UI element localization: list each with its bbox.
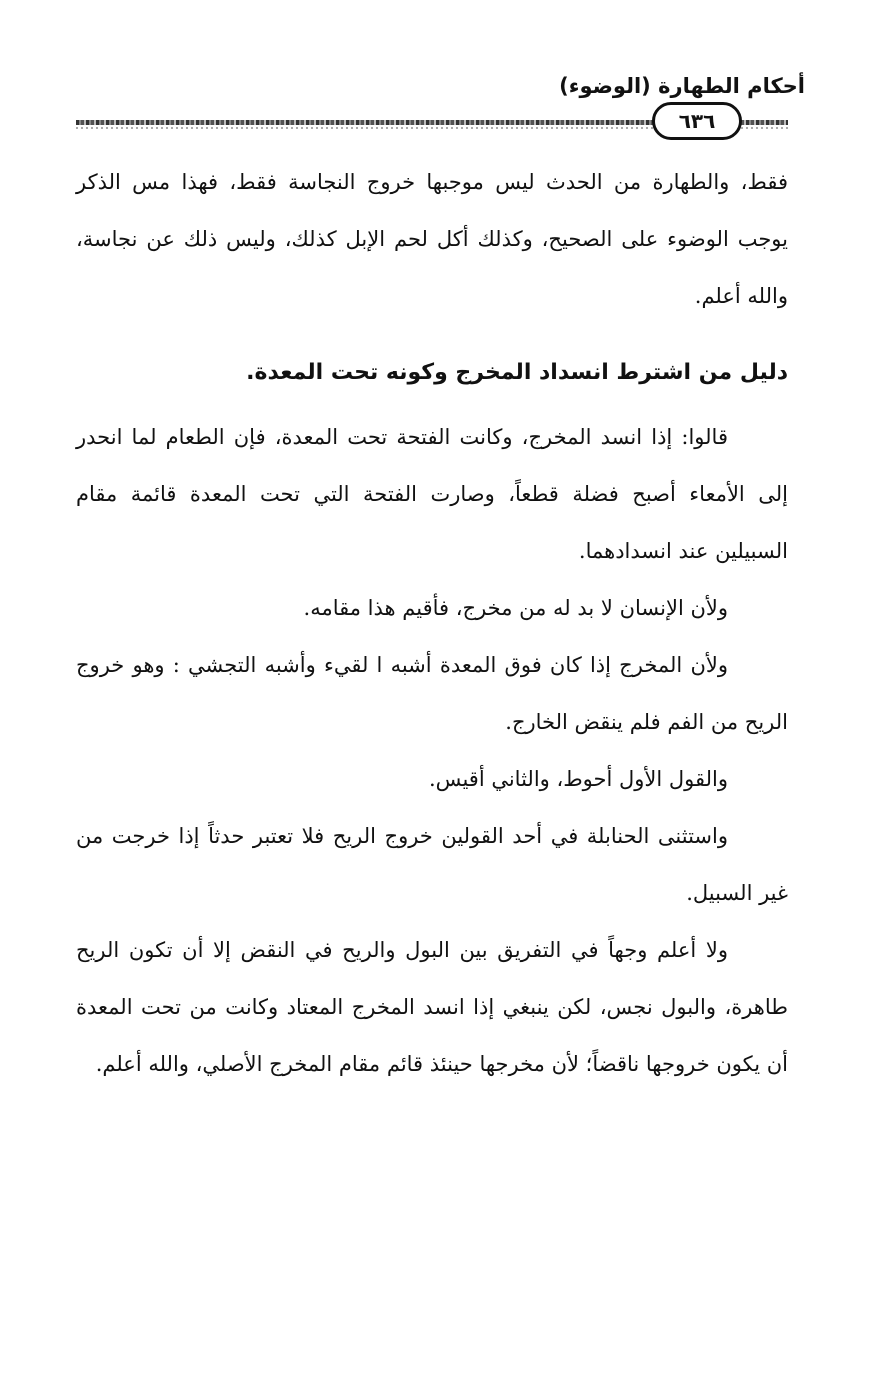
page-number-badge: ٦٣٦ bbox=[652, 102, 742, 140]
paragraph-4: ولأن المخرج إذا كان فوق المعدة أشبه ا لقيء وأشبه التجشي : وهو خروج الريح من الفم فلم ينقض الخارج. bbox=[76, 653, 788, 734]
section-heading: دليل من اشترط انسداد المخرج وكونه تحت المعدة. bbox=[246, 360, 788, 385]
paragraph-2: قالوا: إذا انسد المخرج، وكانت الفتحة تحت المعدة، فإن الطعام لما انحدر إلى الأمعاء أصبح فضلة قطعاً، وصارت الفتحة التي تحت المعدة قائمة مقام السبيلين عند انسدادهما. bbox=[76, 425, 788, 563]
paragraph-3: ولأن الإنسان لا بد له من مخرج، فأقيم هذا مقامه. bbox=[303, 596, 728, 620]
paragraph-1: فقط، والطهارة من الحدث ليس موجبها خروج النجاسة فقط، فهذا مس الذكر يوجب الوضوء على الصحيح، وكذلك أكل لحم الإبل كذلك، وليس ذلك عن نجاسة، والله أعلم. bbox=[76, 170, 788, 308]
header-rule bbox=[76, 100, 788, 140]
running-header-title: أحكام الطهارة (الوضوء) bbox=[559, 74, 805, 98]
page-body bbox=[76, 154, 788, 1093]
paragraph-6: واستثنى الحنابلة في أحد القولين خروج الريح فلا تعتبر حدثاً إذا خرجت من غير السبيل. bbox=[76, 824, 788, 905]
paragraph-7: ولا أعلم وجهاً في التفريق بين البول والريح في النقض إلا أن تكون الريح طاهرة، والبول نجس، لكن ينبغي إذا انسد المخرج المعتاد وكانت من تحت المعدة أن يكون خروجها ناقضاً؛ لأن مخرجها حينئذ قائم مقام المخرج الأصلي، والله أعلم. bbox=[76, 938, 788, 1076]
paragraph-5: والقول الأول أحوط، والثاني أقيس. bbox=[429, 767, 728, 791]
